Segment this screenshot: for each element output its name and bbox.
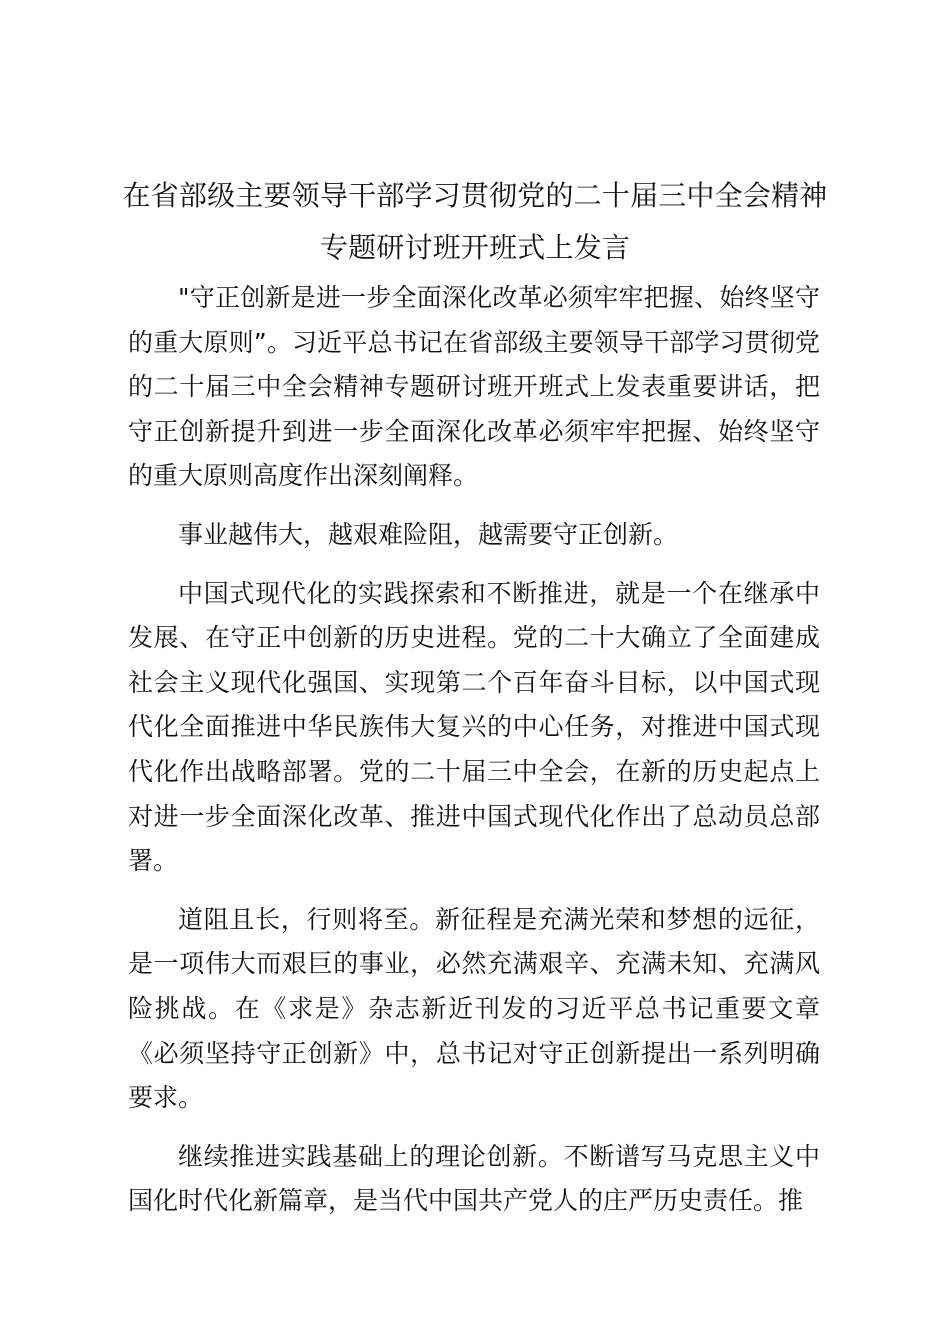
- paragraph-1: "守正创新是进一步全面深化改革必须牢牢把握、始终坚守的重大原则”。习近平总书记在省部级主要领导干部学习贯彻党的二十届三中全会精神专题研讨班开班式上发表重要讲话，把守正创新提升到进一步全面深化改革必须牢牢把握、始终坚守的重大原则高度作出深刻阐释。: [128, 283, 820, 491]
- paragraph-3: 中国式现代化的实践探索和不断推进，就是一个在继承中发展、在守正中创新的历史进程。党的二十大确立了全面建成社会主义现代化强国、实现第二个百年奋斗目标，以中国式现代化全面推进中华民族伟大复兴的中心任务，对推进中国式现代化作出战略部署。党的二十届三中全会，在新的历史起点上对进一步全面深化改革、推进中国式现代化作出了总动员总部署。: [128, 578, 820, 876]
- document-title: 在省部级主要领导干部学习贯彻党的二十届三中全会精神专题研讨班开班式上发言: [122, 179, 828, 264]
- paragraph-4: 道阻且长，行则将至。新征程是充满光荣和梦想的远征，是一项伟大而艰巨的事业，必然充满艰辛、充满未知、充满风险挑战。在《求是》杂志新近刊发的习近平总书记重要文章《必须坚持守正创新》中，总书记对守正创新提出一系列明确要求。: [128, 904, 820, 1113]
- paragraph-2: 事业越伟大，越艰难险阻，越需要守正创新。: [178, 519, 679, 549]
- document-body: [128, 276, 820, 1238]
- paragraph-5: 继续推进实践基础上的理论创新。不断谱写马克思主义中国化时代化新篇章，是当代中国共产党人的庄严历史责任。推: [128, 1141, 820, 1216]
